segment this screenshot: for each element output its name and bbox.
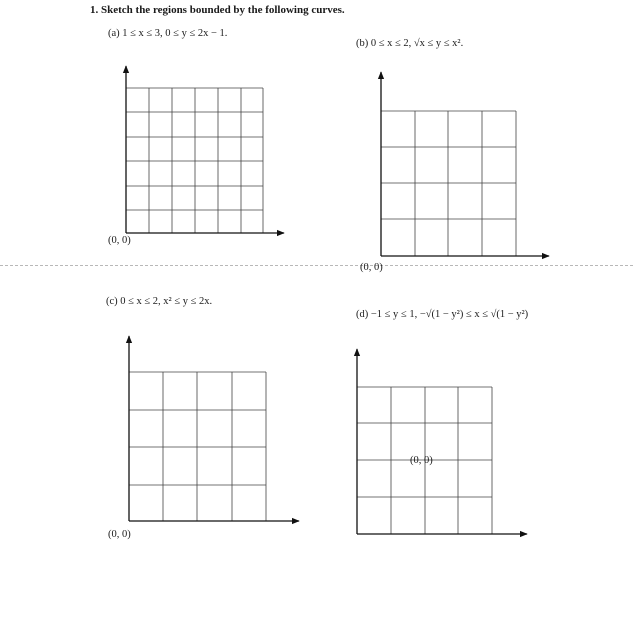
graph-a-origin-label: (0, 0) bbox=[108, 235, 131, 246]
graph-b-origin-label: (0, 0) bbox=[360, 262, 383, 273]
problem-c-label: (c) 0 ≤ x ≤ 2, x² ≤ y ≤ 2x. bbox=[106, 296, 213, 307]
graph-d bbox=[357, 349, 527, 534]
graph-d-origin-label: (0, 0) bbox=[410, 455, 433, 466]
graph-b-grid bbox=[381, 111, 516, 256]
graph-a-grid bbox=[126, 88, 263, 233]
graph-c-grid bbox=[129, 372, 266, 521]
graph-c bbox=[129, 336, 299, 521]
graph-b bbox=[381, 72, 549, 256]
page-title: 1. Sketch the regions bounded by the following curves. bbox=[90, 4, 345, 16]
problem-b-label: (b) 0 ≤ x ≤ 2, √x ≤ y ≤ x². bbox=[356, 38, 464, 49]
graph-a bbox=[126, 66, 284, 233]
problem-d-label: (d) −1 ≤ y ≤ 1, −√(1 − y²) ≤ x ≤ √(1 − y²) bbox=[356, 309, 529, 320]
graph-c-origin-label: (0, 0) bbox=[108, 529, 131, 540]
problem-a-label: (a) 1 ≤ x ≤ 3, 0 ≤ y ≤ 2x − 1. bbox=[108, 28, 228, 39]
